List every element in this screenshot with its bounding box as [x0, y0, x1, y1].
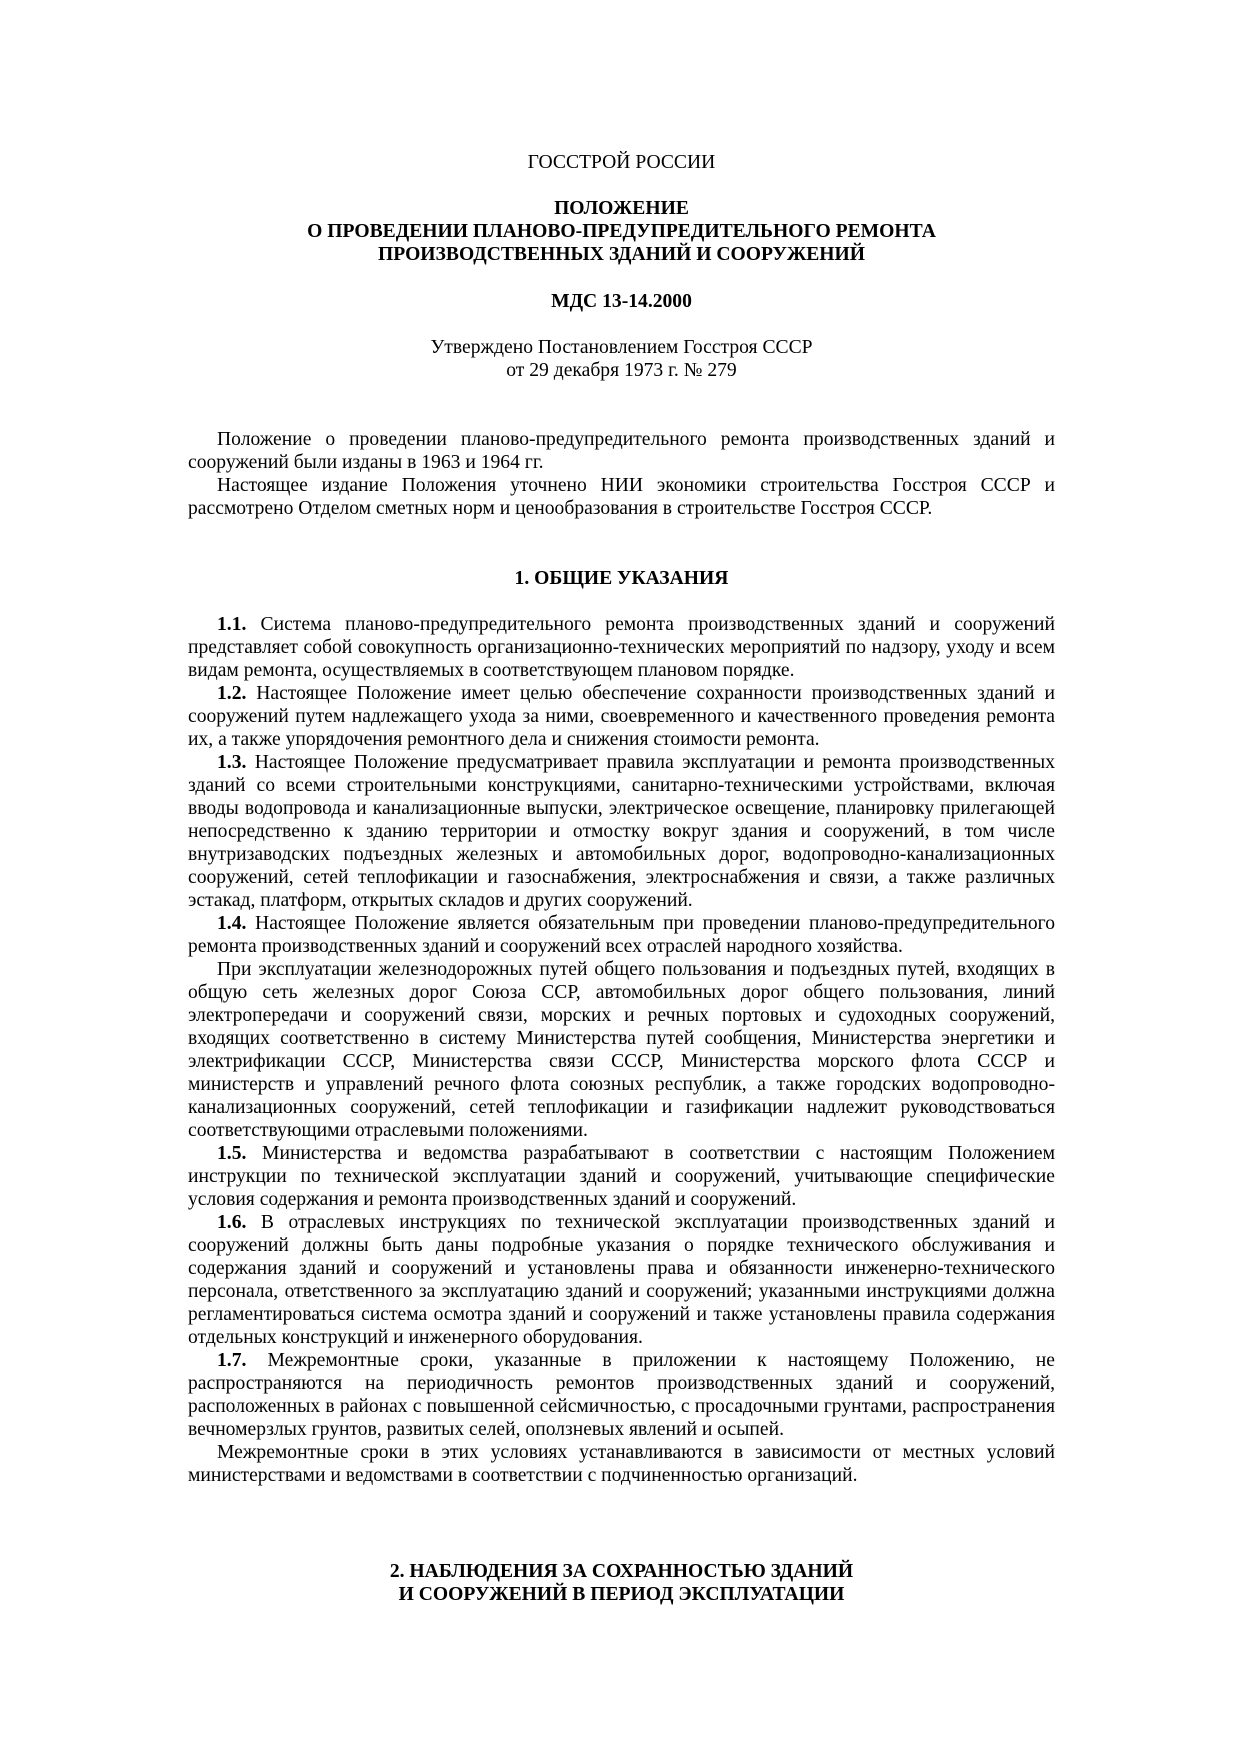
section-1-heading: 1. ОБЩИЕ УКАЗАНИЯ: [514, 568, 729, 589]
section-1-paragraph: [188, 613, 1055, 682]
clause-text: Межремонтные сроки, указанные в приложении к настоящему Положению, не распространяются на периодичность ремонтов производственных зданий и сооружений, расположенных в районах с повышенной сейсмичностью, с просадочными грунтами, распространения вечномерзлых грунтов, развитых селей, оползневых явлений и осыпей.: [188, 1350, 1055, 1440]
section-2-heading: [188, 1560, 1055, 1606]
title-line-2: О ПРОВЕДЕНИИ ПЛАНОВО-ПРЕДУПРЕДИТЕЛЬНОГО РЕМОНТА: [307, 221, 936, 242]
clause-text: Настоящее Положение имеет целью обеспечение сохранности производственных зданий и сооружений путем надлежащего ухода за ними, своевременного и качественного проведения ремонта их, а также упорядочения ремонтного дела и снижения стоимости ремонта.: [188, 683, 1055, 750]
section-1-paragraph: [188, 1211, 1055, 1349]
section-1-paragraph: [188, 958, 1055, 1142]
title-line-3: ПРОИЗВОДСТВЕННЫХ ЗДАНИЙ И СООРУЖЕНИЙ: [377, 244, 866, 265]
document-code: МДС 13-14.2000: [551, 291, 692, 312]
intro-section: [188, 428, 1055, 520]
document-title: [188, 197, 1055, 266]
clause-number: 1.7.: [217, 1350, 247, 1371]
intro-paragraph: Настоящее издание Положения уточнено НИИ экономики строительства Госстроя СССР и рассмотрено Отделом сметных норм и ценообразования в строительстве Госстроя СССР.: [188, 475, 1055, 519]
approval-line-2: от 29 декабря 1973 г. № 279: [506, 360, 737, 381]
section-1-paragraph: [188, 751, 1055, 912]
clause-text: Межремонтные сроки в этих условиях устанавливаются в зависимости от местных условий министерствами и ведомствами в соответствии с подчиненностью организаций.: [188, 1442, 1055, 1486]
intro-paragraph: Положение о проведении планово-предупредительного ремонта производственных зданий и сооружений были изданы в 1963 и 1964 гг.: [188, 429, 1055, 473]
clause-text: Настоящее Положение предусматривает правила эксплуатации и ремонта производственных зданий со всеми строительными конструкциями, санитарно-техническими устройствами, включая вводы водопровода и канализационные выпуски, электрическое освещение, планировку прилегающей непосредственно к зданию территории и отмостку вокруг здания и сооружений, в том числе внутризаводских подъездных железных и автомобильных дорог, водопроводно-канализационных сооружений, сетей теплофикации и газоснабжения, электроснабжения и связи, а также различных эстакад, платформ, открытых складов и других сооружений.: [188, 752, 1055, 911]
section-1-paragraph: [188, 1441, 1055, 1487]
clause-number: 1.5.: [217, 1143, 247, 1164]
title-line-1: ПОЛОЖЕНИЕ: [554, 198, 689, 219]
section-2-heading-line-2: И СООРУЖЕНИЙ В ПЕРИОД ЭКСПЛУАТАЦИИ: [398, 1584, 845, 1605]
section-1-paragraph: [188, 1349, 1055, 1441]
clause-number: 1.1.: [217, 614, 247, 635]
clause-text: Министерства и ведомства разрабатывают в соответствии с настоящим Положением инструкции по технической эксплуатации зданий и сооружений, учитывающие специфические условия содержания и ремонта производственных зданий и сооружений.: [188, 1143, 1055, 1210]
clause-text: При эксплуатации железнодорожных путей общего пользования и подъездных путей, входящих в общую сеть железных дорог Союза ССР, автомобильных дорог общего пользования, линий электропередачи и сооружений связи, морских и речных портовых и судоходных сооружений, входящих соответственно в систему Министерства путей сообщения, Министерства энергетики и электрификации СССР, Министерства связи СССР, Министерства морского флота СССР и министерств и управлений речного флота союзных республик, а также городских водопроводно-канализационных сооружений, сетей теплофикации и газификации надлежит руководствоваться соответствующими отраслевыми положениями.: [188, 959, 1055, 1141]
section-2-heading-line-1: 2. НАБЛЮДЕНИЯ ЗА СОХРАННОСТЬЮ ЗДАНИЙ: [389, 1561, 854, 1582]
section-1-paragraph: [188, 912, 1055, 958]
clause-text: В отраслевых инструкциях по технической эксплуатации производственных зданий и сооружений должны быть даны подробные указания о порядке технического обслуживания и содержания зданий и сооружений и установлены права и обязанности инженерно-технического персонала, ответственного за эксплуатацию зданий и сооружений; указанными инструкциями должна регламентироваться система осмотра зданий и сооружений и также установлены правила содержания отдельных конструкций и инженерного оборудования.: [188, 1212, 1055, 1348]
section-1-body: [188, 613, 1055, 1487]
clause-text: Настоящее Положение является обязательным при проведении планово-предупредительного ремонта производственных зданий и сооружений всех отраслей народного хозяйства.: [188, 913, 1055, 957]
approval-note: [188, 336, 1055, 382]
clause-number: 1.4.: [217, 913, 247, 934]
clause-text: Система планово-предупредительного ремонта производственных зданий и сооружений представляет собой совокупность организационно-технических мероприятий по надзору, уходу и всем видам ремонта, осуществляемых в соответствующем плановом порядке.: [188, 614, 1055, 681]
clause-number: 1.2.: [217, 683, 247, 704]
agency-name: ГОССТРОЙ РОССИИ: [527, 152, 716, 173]
section-1-paragraph: [188, 1142, 1055, 1211]
clause-number: 1.3.: [217, 752, 247, 773]
clause-number: 1.6.: [217, 1212, 247, 1233]
section-1-paragraph: [188, 682, 1055, 751]
approval-line-1: Утверждено Постановлением Госстроя СССР: [430, 337, 813, 358]
